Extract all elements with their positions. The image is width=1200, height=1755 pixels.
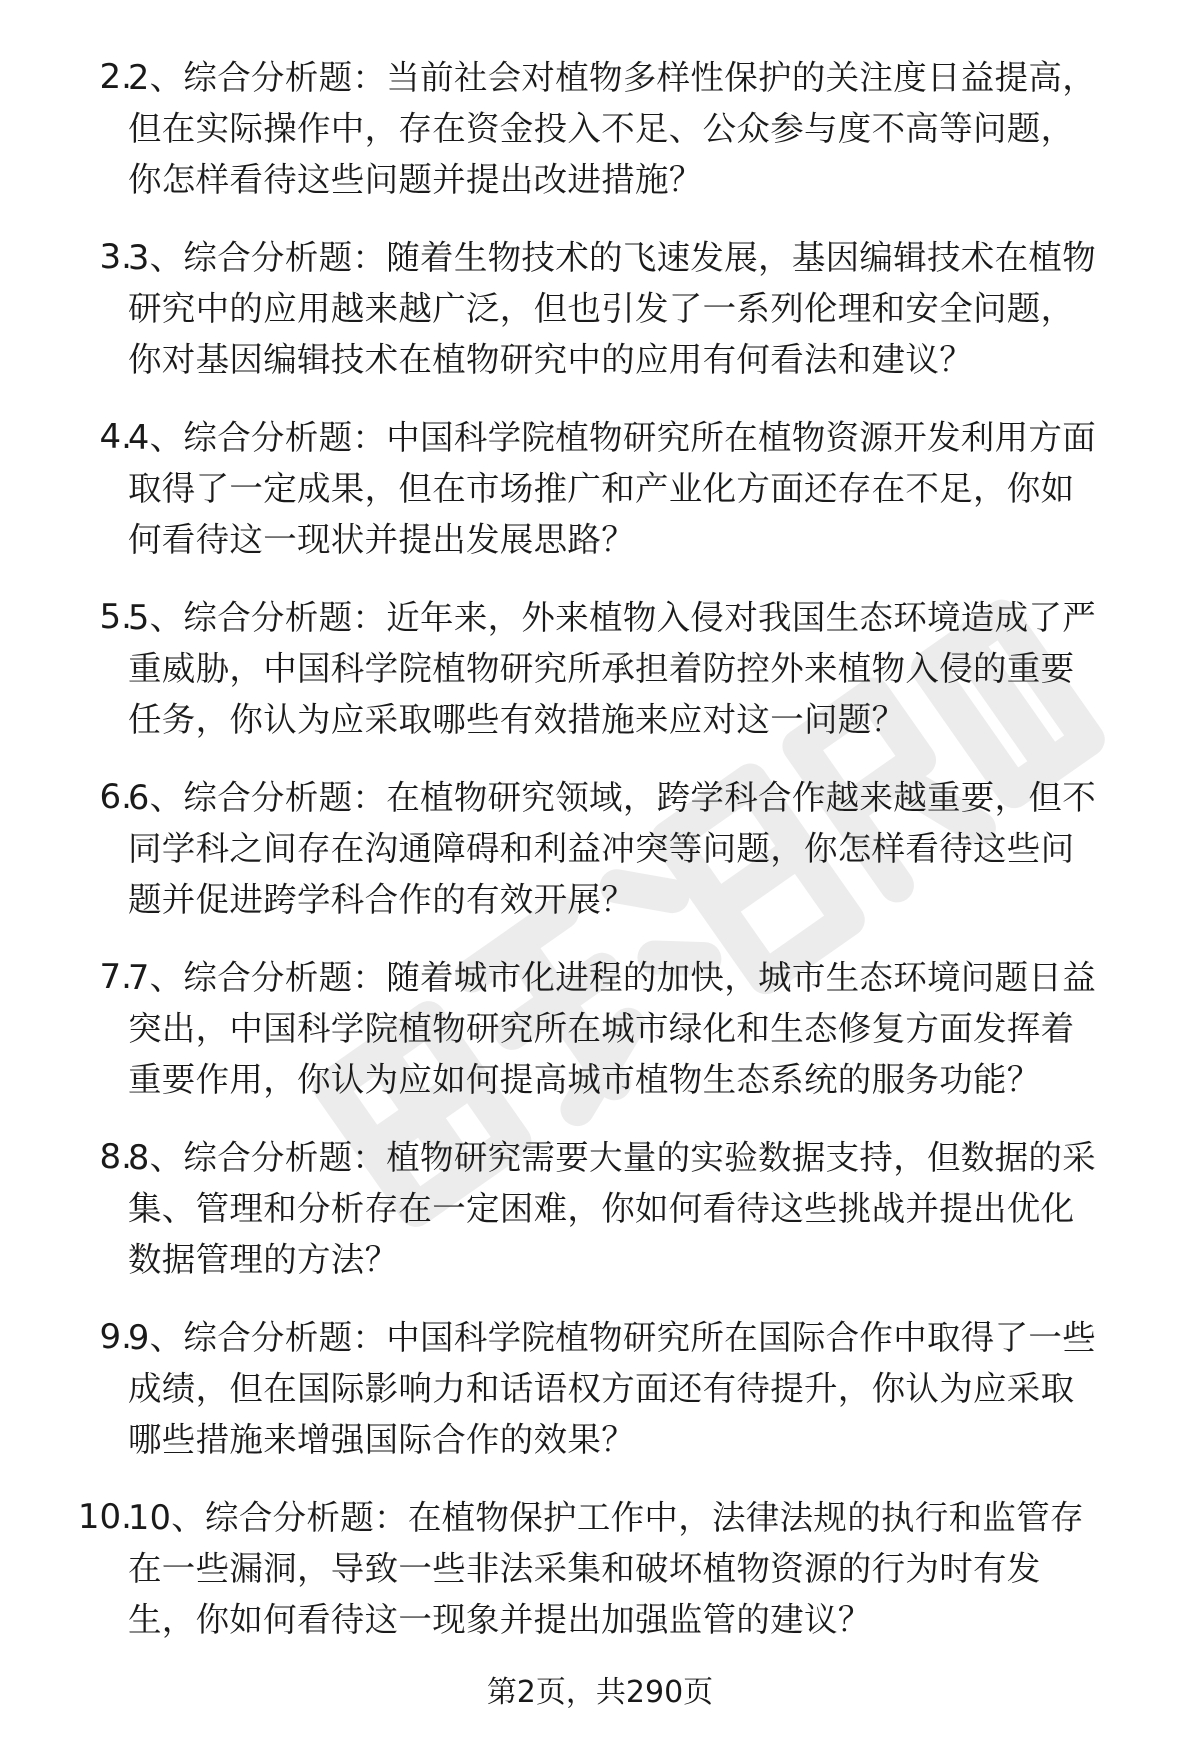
question-line: 生，你如何看待这一现象并提出加强监管的建议？ [128, 1600, 872, 1639]
question-line: 集、管理和分析存在一定困难，你如何看待这些挑战并提出优化 [128, 1189, 1075, 1228]
question-line: 题并促进跨学科合作的有效开展？ [128, 880, 635, 919]
question-text [128, 232, 1168, 385]
question-line: 你对基因编辑技术在植物研究中的应用有何看法和建议？ [128, 340, 973, 379]
question-line: 7、综合分析题：随着城市化进程的加快，城市生态环境问题日益 [128, 958, 1097, 997]
question-number: 5. [99, 597, 132, 637]
question-line: 8、综合分析题：植物研究需要大量的实验数据支持，但数据的采 [128, 1138, 1097, 1177]
question-number: 7. [99, 957, 132, 997]
question-text [128, 772, 1168, 925]
question-text [128, 1132, 1168, 1285]
question-item [0, 1492, 1200, 1672]
question-item [0, 952, 1200, 1132]
question-item [0, 1132, 1200, 1312]
question-line: 3、综合分析题：随着生物技术的飞速发展，基因编辑技术在植物 [128, 238, 1097, 277]
question-line: 9、综合分析题：中国科学院植物研究所在国际合作中取得了一些 [128, 1318, 1097, 1357]
question-line: 重威胁，中国科学院植物研究所承担着防控外来植物入侵的重要 [128, 649, 1075, 688]
question-item [0, 232, 1200, 412]
question-line: 哪些措施来增强国际合作的效果？ [128, 1420, 635, 1459]
question-number: 8. [99, 1137, 132, 1177]
question-line: 你怎样看待这些问题并提出改进措施？ [128, 160, 703, 199]
question-text [128, 52, 1168, 205]
question-line: 取得了一定成果，但在市场推广和产业化方面还存在不足，你如 [128, 469, 1075, 508]
question-line: 研究中的应用越来越广泛，但也引发了一系列伦理和安全问题， [128, 289, 1075, 328]
question-list [0, 52, 1200, 1672]
question-line: 突出，中国科学院植物研究所在城市绿化和生态修复方面发挥着 [128, 1009, 1075, 1048]
question-line: 2、综合分析题：当前社会对植物多样性保护的关注度日益提高， [128, 58, 1097, 97]
question-line: 5、综合分析题：近年来，外来植物入侵对我国生态环境造成了严 [128, 598, 1097, 637]
page-number-footer: 第2页，共290页 [486, 1675, 714, 1710]
question-item [0, 52, 1200, 232]
question-line: 成绩，但在国际影响力和话语权方面还有待提升，你认为应采取 [128, 1369, 1075, 1408]
question-line: 6、综合分析题：在植物研究领域，跨学科合作越来越重要，但不 [128, 778, 1097, 817]
question-number: 9. [99, 1317, 132, 1357]
question-text [128, 952, 1168, 1105]
question-number: 4. [99, 417, 132, 457]
question-text [128, 1312, 1168, 1465]
question-line: 在一些漏洞，导致一些非法采集和破坏植物资源的行为时有发 [128, 1549, 1041, 1588]
question-number: 10. [77, 1497, 132, 1537]
question-line: 任务，你认为应采取哪些有效措施来应对这一问题？ [128, 700, 906, 739]
question-line: 10、综合分析题：在植物保护工作中，法律法规的执行和监管存 [128, 1498, 1084, 1537]
question-text [128, 412, 1168, 565]
question-line: 数据管理的方法？ [128, 1240, 399, 1279]
question-number: 3. [99, 237, 132, 277]
question-item [0, 1312, 1200, 1492]
question-item [0, 772, 1200, 952]
question-number: 2. [99, 57, 132, 97]
question-text [128, 592, 1168, 745]
question-line: 4、综合分析题：中国科学院植物研究所在植物资源开发利用方面 [128, 418, 1097, 457]
question-number: 6. [99, 777, 132, 817]
question-text [128, 1492, 1168, 1645]
question-line: 同学科之间存在沟通障碍和利益冲突等问题，你怎样看待这些问 [128, 829, 1075, 868]
question-line: 但在实际操作中，存在资金投入不足、公众参与度不高等问题， [128, 109, 1075, 148]
question-line: 重要作用，你认为应如何提高城市植物生态系统的服务功能？ [128, 1060, 1041, 1099]
question-item [0, 412, 1200, 592]
question-item [0, 592, 1200, 772]
question-line: 何看待这一现状并提出发展思路？ [128, 520, 635, 559]
